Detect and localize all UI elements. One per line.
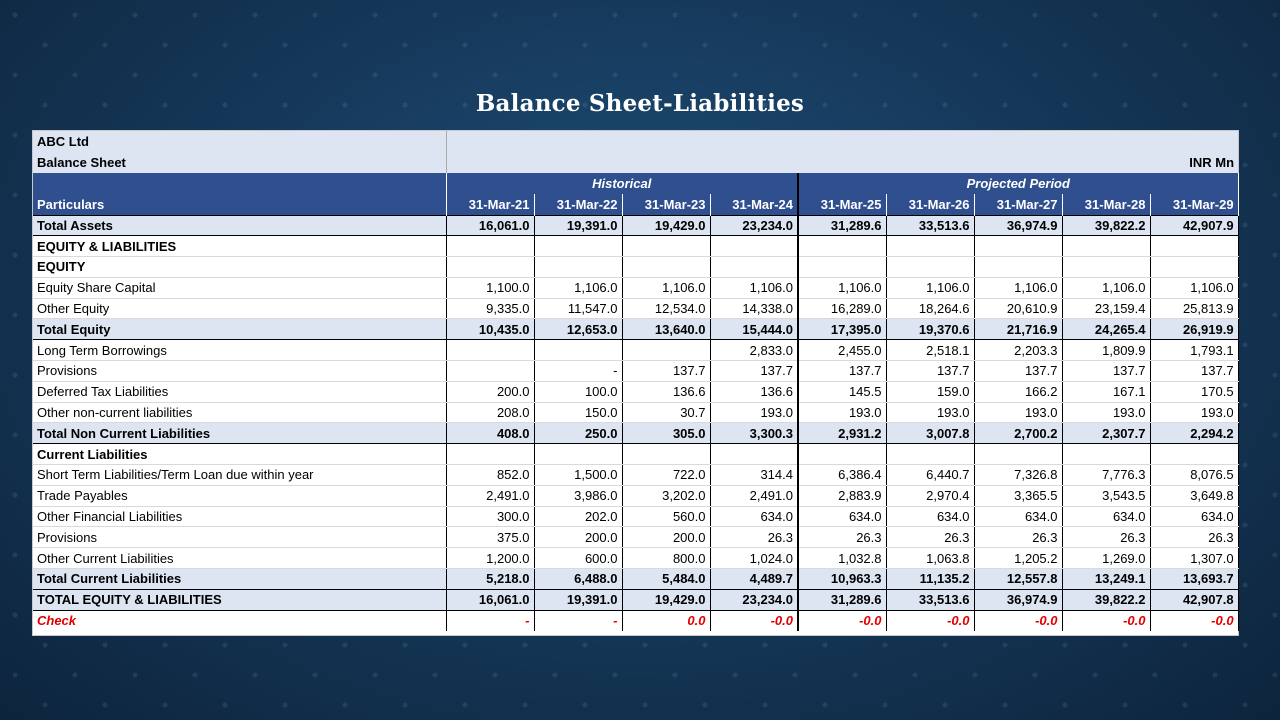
table-cell: 23,234.0 bbox=[710, 589, 798, 610]
table-cell: 2,307.7 bbox=[1062, 423, 1150, 444]
table-cell: 145.5 bbox=[798, 381, 886, 402]
table-cell: 800.0 bbox=[622, 548, 710, 569]
table-cell: 193.0 bbox=[710, 402, 798, 423]
slide-title: Balance Sheet-Liabilities bbox=[475, 90, 805, 117]
table-cell: 1,106.0 bbox=[886, 277, 974, 298]
table-cell: 3,649.8 bbox=[1150, 485, 1238, 506]
table-cell: 16,061.0 bbox=[446, 589, 534, 610]
row-label: Provisions bbox=[33, 361, 446, 382]
table-cell bbox=[446, 444, 534, 465]
row-label: Other non-current liabilities bbox=[33, 402, 446, 423]
table-cell: 852.0 bbox=[446, 465, 534, 486]
table-cell: 0.0 bbox=[622, 610, 710, 631]
table-cell bbox=[710, 236, 798, 257]
table-cell: 23,234.0 bbox=[710, 215, 798, 236]
row-label: Other Current Liabilities bbox=[33, 548, 446, 569]
table-cell bbox=[446, 361, 534, 382]
table-cell: 21,716.9 bbox=[974, 319, 1062, 340]
table-cell: 3,300.3 bbox=[710, 423, 798, 444]
table-cell: 36,974.9 bbox=[974, 589, 1062, 610]
table-cell: - bbox=[446, 610, 534, 631]
table-cell: 1,106.0 bbox=[622, 277, 710, 298]
table-cell: 10,435.0 bbox=[446, 319, 534, 340]
table-cell: 2,203.3 bbox=[974, 340, 1062, 361]
table-row bbox=[33, 610, 1238, 631]
row-label: Short Term Liabilities/Term Loan due within year bbox=[33, 465, 446, 486]
column-header: 31-Mar-28 bbox=[1062, 194, 1150, 215]
table-cell: 2,931.2 bbox=[798, 423, 886, 444]
table-cell: 6,440.7 bbox=[886, 465, 974, 486]
table-cell: 2,833.0 bbox=[710, 340, 798, 361]
table-cell: 31,289.6 bbox=[798, 589, 886, 610]
table-cell bbox=[534, 444, 622, 465]
table-cell: 3,202.0 bbox=[622, 485, 710, 506]
table-cell bbox=[446, 257, 534, 278]
row-label: EQUITY bbox=[33, 257, 446, 278]
table-cell: 36,974.9 bbox=[974, 215, 1062, 236]
row-label: Deferred Tax Liabilities bbox=[33, 381, 446, 402]
balance-sheet-table bbox=[33, 131, 1239, 631]
table-cell: 200.0 bbox=[622, 527, 710, 548]
table-cell: 6,386.4 bbox=[798, 465, 886, 486]
table-cell: 1,307.0 bbox=[1150, 548, 1238, 569]
column-header: 31-Mar-22 bbox=[534, 194, 622, 215]
table-cell: 250.0 bbox=[534, 423, 622, 444]
table-cell: 2,294.2 bbox=[1150, 423, 1238, 444]
table-row bbox=[33, 444, 1238, 465]
table-cell: 202.0 bbox=[534, 506, 622, 527]
column-header: 31-Mar-26 bbox=[886, 194, 974, 215]
table-cell: -0.0 bbox=[974, 610, 1062, 631]
table-cell: 2,491.0 bbox=[710, 485, 798, 506]
table-cell: 18,264.6 bbox=[886, 298, 974, 319]
table-cell: 13,249.1 bbox=[1062, 569, 1150, 590]
column-header: 31-Mar-25 bbox=[798, 194, 886, 215]
table-cell: 19,391.0 bbox=[534, 215, 622, 236]
table-cell: 12,653.0 bbox=[534, 319, 622, 340]
column-header: 31-Mar-24 bbox=[710, 194, 798, 215]
table-cell: 314.4 bbox=[710, 465, 798, 486]
table-row bbox=[33, 361, 1238, 382]
table-cell: 42,907.8 bbox=[1150, 589, 1238, 610]
table-cell: 25,813.9 bbox=[1150, 298, 1238, 319]
table-row bbox=[33, 257, 1238, 278]
table-cell: 1,205.2 bbox=[974, 548, 1062, 569]
table-cell: 193.0 bbox=[1062, 402, 1150, 423]
table-cell bbox=[886, 444, 974, 465]
column-header: 31-Mar-27 bbox=[974, 194, 1062, 215]
table-cell: 5,484.0 bbox=[622, 569, 710, 590]
row-label: Provisions bbox=[33, 527, 446, 548]
table-cell: 137.7 bbox=[1150, 361, 1238, 382]
table-row bbox=[33, 527, 1238, 548]
table-cell: 23,159.4 bbox=[1062, 298, 1150, 319]
table-cell: 11,135.2 bbox=[886, 569, 974, 590]
row-label: Total Equity bbox=[33, 319, 446, 340]
table-row bbox=[33, 423, 1238, 444]
table-cell: 137.7 bbox=[1062, 361, 1150, 382]
table-cell bbox=[622, 236, 710, 257]
table-cell: 26.3 bbox=[710, 527, 798, 548]
table-cell: 14,338.0 bbox=[710, 298, 798, 319]
table-cell: 42,907.9 bbox=[1150, 215, 1238, 236]
table-cell: 208.0 bbox=[446, 402, 534, 423]
column-header: 31-Mar-23 bbox=[622, 194, 710, 215]
table-cell: 200.0 bbox=[446, 381, 534, 402]
table-cell: 170.5 bbox=[1150, 381, 1238, 402]
table-cell bbox=[798, 444, 886, 465]
table-cell: 1,200.0 bbox=[446, 548, 534, 569]
table-cell: 634.0 bbox=[1062, 506, 1150, 527]
table-cell: 12,534.0 bbox=[622, 298, 710, 319]
table-cell bbox=[534, 340, 622, 361]
table-cell: 136.6 bbox=[710, 381, 798, 402]
table-cell: 166.2 bbox=[974, 381, 1062, 402]
table-cell: 19,429.0 bbox=[622, 589, 710, 610]
table-cell: 2,455.0 bbox=[798, 340, 886, 361]
table-cell: 17,395.0 bbox=[798, 319, 886, 340]
table-cell: 634.0 bbox=[886, 506, 974, 527]
table-cell: 634.0 bbox=[974, 506, 1062, 527]
table-cell bbox=[974, 444, 1062, 465]
row-label: Total Non Current Liabilities bbox=[33, 423, 446, 444]
table-cell: 634.0 bbox=[798, 506, 886, 527]
row-label: Other Financial Liabilities bbox=[33, 506, 446, 527]
table-cell: 10,963.3 bbox=[798, 569, 886, 590]
table-row bbox=[33, 569, 1238, 590]
table-cell: 3,365.5 bbox=[974, 485, 1062, 506]
table-cell: - bbox=[534, 610, 622, 631]
table-cell: 7,776.3 bbox=[1062, 465, 1150, 486]
table-cell: -0.0 bbox=[1062, 610, 1150, 631]
table-cell: 408.0 bbox=[446, 423, 534, 444]
table-cell: 2,700.2 bbox=[974, 423, 1062, 444]
table-row bbox=[33, 236, 1238, 257]
table-cell: 2,970.4 bbox=[886, 485, 974, 506]
table-cell: 11,547.0 bbox=[534, 298, 622, 319]
column-header: 31-Mar-29 bbox=[1150, 194, 1238, 215]
table-cell bbox=[798, 236, 886, 257]
table-cell: 26,919.9 bbox=[1150, 319, 1238, 340]
table-cell: 193.0 bbox=[886, 402, 974, 423]
table-cell bbox=[886, 257, 974, 278]
table-cell: 7,326.8 bbox=[974, 465, 1062, 486]
table-row bbox=[33, 506, 1238, 527]
table-cell: 193.0 bbox=[974, 402, 1062, 423]
table-row bbox=[33, 465, 1238, 486]
table-cell: 2,883.9 bbox=[798, 485, 886, 506]
table-cell: 200.0 bbox=[534, 527, 622, 548]
table-cell: 1,100.0 bbox=[446, 277, 534, 298]
row-label: EQUITY & LIABILITIES bbox=[33, 236, 446, 257]
table-row bbox=[33, 381, 1238, 402]
table-cell: 13,640.0 bbox=[622, 319, 710, 340]
table-cell bbox=[622, 257, 710, 278]
table-row bbox=[33, 277, 1238, 298]
table-cell bbox=[446, 340, 534, 361]
particulars-header: Particulars bbox=[33, 194, 446, 215]
table-cell bbox=[446, 236, 534, 257]
table-cell: 26.3 bbox=[798, 527, 886, 548]
table-cell: 634.0 bbox=[710, 506, 798, 527]
table-cell: 39,822.2 bbox=[1062, 589, 1150, 610]
table-cell: 1,106.0 bbox=[974, 277, 1062, 298]
table-cell: 159.0 bbox=[886, 381, 974, 402]
table-cell: 2,518.1 bbox=[886, 340, 974, 361]
column-header: 31-Mar-21 bbox=[446, 194, 534, 215]
table-row bbox=[33, 589, 1238, 610]
table-cell bbox=[974, 236, 1062, 257]
table-cell bbox=[1150, 257, 1238, 278]
table-cell: 19,429.0 bbox=[622, 215, 710, 236]
table-cell: 3,543.5 bbox=[1062, 485, 1150, 506]
table-cell: 193.0 bbox=[798, 402, 886, 423]
table-cell: 1,793.1 bbox=[1150, 340, 1238, 361]
table-cell: 19,370.6 bbox=[886, 319, 974, 340]
table-cell: -0.0 bbox=[798, 610, 886, 631]
table-cell: 167.1 bbox=[1062, 381, 1150, 402]
table-row bbox=[33, 340, 1238, 361]
unit-label: INR Mn bbox=[446, 152, 1238, 173]
table-cell: 722.0 bbox=[622, 465, 710, 486]
table-cell: 3,986.0 bbox=[534, 485, 622, 506]
table-cell: 137.7 bbox=[974, 361, 1062, 382]
table-cell: 100.0 bbox=[534, 381, 622, 402]
table-cell: 39,822.2 bbox=[1062, 215, 1150, 236]
table-cell: 1,106.0 bbox=[1150, 277, 1238, 298]
statement-name: Balance Sheet bbox=[33, 152, 446, 173]
table-cell: 5,218.0 bbox=[446, 569, 534, 590]
table-cell: 30.7 bbox=[622, 402, 710, 423]
table-cell bbox=[974, 257, 1062, 278]
table-cell bbox=[798, 257, 886, 278]
row-label: Check bbox=[33, 610, 446, 631]
row-label: Current Liabilities bbox=[33, 444, 446, 465]
table-cell: 26.3 bbox=[1150, 527, 1238, 548]
table-cell bbox=[1150, 236, 1238, 257]
company-name: ABC Ltd bbox=[33, 131, 446, 152]
row-label: Other Equity bbox=[33, 298, 446, 319]
table-cell: 1,106.0 bbox=[798, 277, 886, 298]
table-cell: 1,032.8 bbox=[798, 548, 886, 569]
table-cell bbox=[622, 340, 710, 361]
table-cell bbox=[1150, 444, 1238, 465]
table-cell: 3,007.8 bbox=[886, 423, 974, 444]
row-label: Long Term Borrowings bbox=[33, 340, 446, 361]
table-cell: 1,269.0 bbox=[1062, 548, 1150, 569]
historical-group-header: Historical bbox=[446, 173, 798, 194]
row-label: TOTAL EQUITY & LIABILITIES bbox=[33, 589, 446, 610]
table-cell: 137.7 bbox=[622, 361, 710, 382]
row-label: Total Assets bbox=[33, 215, 446, 236]
table-cell: 193.0 bbox=[1150, 402, 1238, 423]
table-cell bbox=[710, 257, 798, 278]
table-cell: 16,061.0 bbox=[446, 215, 534, 236]
table-cell: 15,444.0 bbox=[710, 319, 798, 340]
table-cell: 305.0 bbox=[622, 423, 710, 444]
table-cell bbox=[622, 444, 710, 465]
table-cell bbox=[1062, 444, 1150, 465]
table-cell: 1,106.0 bbox=[534, 277, 622, 298]
table-cell: 634.0 bbox=[1150, 506, 1238, 527]
table-cell: -0.0 bbox=[886, 610, 974, 631]
table-cell: 1,106.0 bbox=[1062, 277, 1150, 298]
table-cell: 33,513.6 bbox=[886, 589, 974, 610]
table-cell: 2,491.0 bbox=[446, 485, 534, 506]
table-cell: 6,488.0 bbox=[534, 569, 622, 590]
row-label: Total Current Liabilities bbox=[33, 569, 446, 590]
table-cell: 33,513.6 bbox=[886, 215, 974, 236]
table-cell: 16,289.0 bbox=[798, 298, 886, 319]
projected-group-header: Projected Period bbox=[798, 173, 1238, 194]
table-cell: -0.0 bbox=[710, 610, 798, 631]
table-row bbox=[33, 485, 1238, 506]
table-cell bbox=[1062, 236, 1150, 257]
table-cell: 137.7 bbox=[798, 361, 886, 382]
table-row bbox=[33, 402, 1238, 423]
table-cell: 31,289.6 bbox=[798, 215, 886, 236]
row-label: Trade Payables bbox=[33, 485, 446, 506]
table-cell: 24,265.4 bbox=[1062, 319, 1150, 340]
table-cell: 8,076.5 bbox=[1150, 465, 1238, 486]
table-row bbox=[33, 298, 1238, 319]
table-row bbox=[33, 215, 1238, 236]
table-cell: -0.0 bbox=[1150, 610, 1238, 631]
table-cell: 13,693.7 bbox=[1150, 569, 1238, 590]
balance-sheet-table-container bbox=[32, 130, 1239, 636]
table-cell: 19,391.0 bbox=[534, 589, 622, 610]
table-cell: 26.3 bbox=[886, 527, 974, 548]
table-cell: 560.0 bbox=[622, 506, 710, 527]
table-cell: 1,106.0 bbox=[710, 277, 798, 298]
table-cell bbox=[886, 236, 974, 257]
row-label: Equity Share Capital bbox=[33, 277, 446, 298]
table-cell: 1,063.8 bbox=[886, 548, 974, 569]
table-cell: 4,489.7 bbox=[710, 569, 798, 590]
table-cell: 300.0 bbox=[446, 506, 534, 527]
table-cell: 137.7 bbox=[710, 361, 798, 382]
table-cell bbox=[1062, 257, 1150, 278]
table-cell: 136.6 bbox=[622, 381, 710, 402]
table-cell: 26.3 bbox=[974, 527, 1062, 548]
table-cell: 137.7 bbox=[886, 361, 974, 382]
table-cell: 375.0 bbox=[446, 527, 534, 548]
table-row bbox=[33, 319, 1238, 340]
table-cell bbox=[534, 236, 622, 257]
table-cell: 26.3 bbox=[1062, 527, 1150, 548]
table-cell: 9,335.0 bbox=[446, 298, 534, 319]
table-cell: 20,610.9 bbox=[974, 298, 1062, 319]
table-cell: 1,024.0 bbox=[710, 548, 798, 569]
table-cell: 1,500.0 bbox=[534, 465, 622, 486]
table-cell: 1,809.9 bbox=[1062, 340, 1150, 361]
table-cell bbox=[534, 257, 622, 278]
table-cell: 150.0 bbox=[534, 402, 622, 423]
table-cell bbox=[710, 444, 798, 465]
table-cell: - bbox=[534, 361, 622, 382]
table-row bbox=[33, 548, 1238, 569]
table-cell: 600.0 bbox=[534, 548, 622, 569]
table-cell: 12,557.8 bbox=[974, 569, 1062, 590]
